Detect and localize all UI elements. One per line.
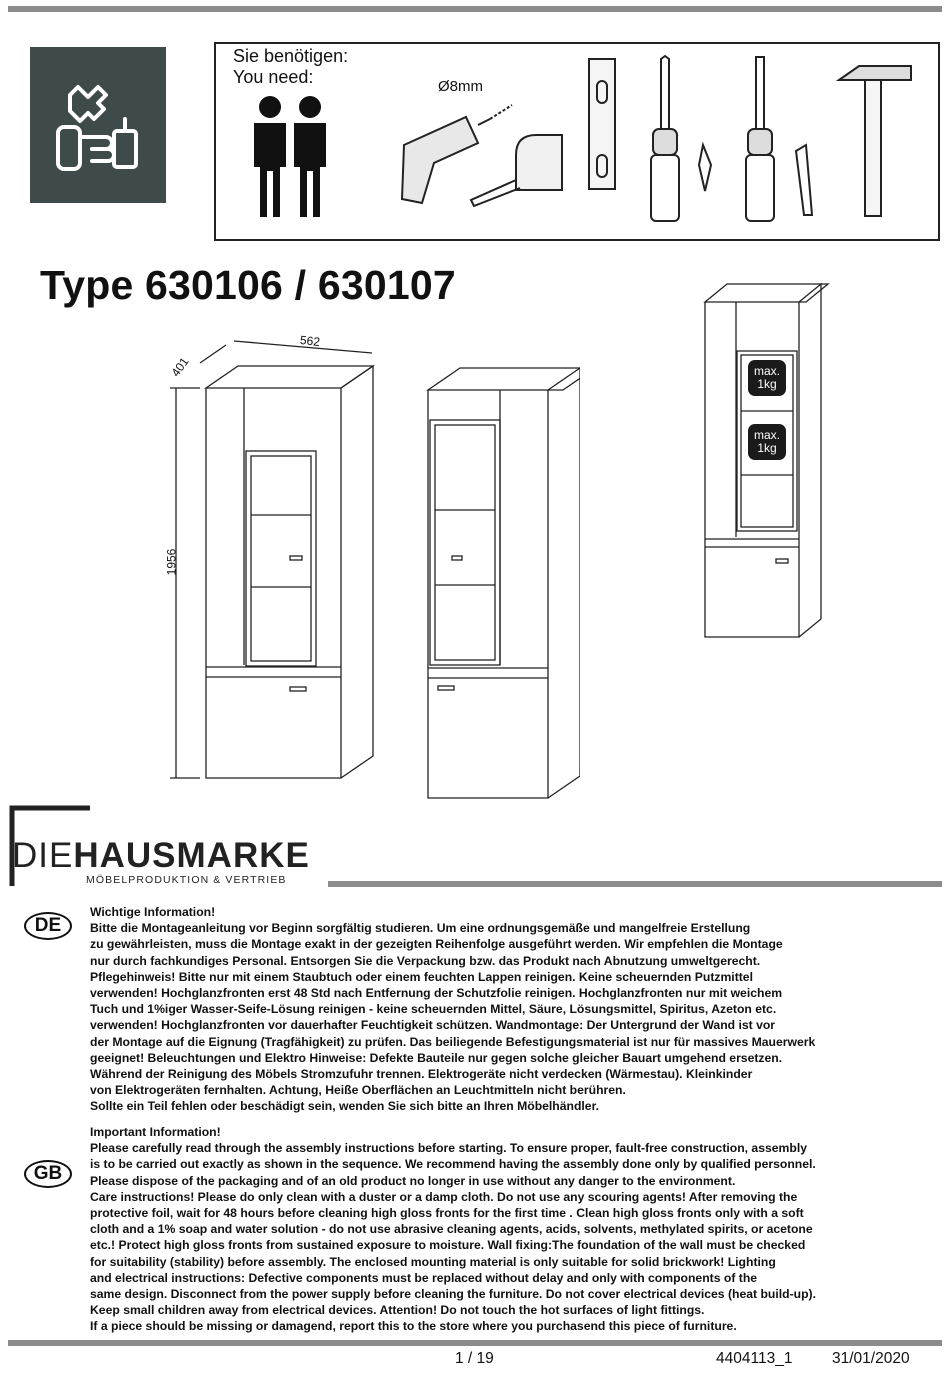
depth-dimension: 401 bbox=[168, 354, 192, 380]
drill-size-label: Ø8mm bbox=[438, 78, 483, 95]
width-dimension: 562 bbox=[299, 332, 321, 350]
phillips-screwdriver-icon bbox=[645, 55, 725, 225]
you-need-label: Sie benötigen: You need: bbox=[233, 46, 349, 87]
two-persons-icon bbox=[250, 95, 330, 220]
max-load-badge: max. 1kg bbox=[748, 360, 786, 396]
spirit-level-icon bbox=[585, 55, 625, 195]
document-id: 4404113_1 bbox=[716, 1350, 793, 1367]
language-badge-gb: GB bbox=[24, 1160, 72, 1188]
max-load-badge: max. 1kg bbox=[748, 424, 786, 460]
language-badge-de: DE bbox=[24, 912, 72, 940]
section-divider bbox=[328, 881, 942, 887]
important-info-gb: Important Information! Please carefully read through the assembly instructions before starting. To ensure proper, fault-free construction, assembly is to be carried out exactly as shown in the sequence. We recommend having the assembly done only by qualified personnel. Please dispose of the packaging and of an old product no longer in use without any danger to the environment. Care instructions! Please do only clean with a duster or a damp cloth. Do not use any scouring agents! After removing the protective foil, wait for 48 hours before cleaning high gloss fronts for the first time . Clean high gloss fronts only with a soft cloth and a 1% soap and water solution - do not use abrasive cleaning agents, acids, solvents, methylated spirits, or acetone etc.! Protect high gloss fronts from sustained exposure to moisture. Wall fixing:The foundation of the wall must be checked for suitability (stability) before assembly. The enclosed mounting material is only suitable for solid brickwork! Lighting and electrical instructions: Defective components must be replaced without delay and only with components of the same design. Disconnect from the power supply before cleaning the furniture. Do not cover electrical devices (heat build-up). Keep small children away from electrical devices. Attention! Do not touch the hot surfaces of light fittings. If a piece should be missing or damagend, report this to the store where you purchasend this piece of furniture. bbox=[90, 1125, 816, 1334]
tape-measure-icon bbox=[466, 125, 581, 210]
flat-screwdriver-icon bbox=[740, 55, 830, 225]
cabinet-load-drawing bbox=[700, 275, 830, 645]
assembly-tools-icon bbox=[30, 47, 166, 203]
top-divider bbox=[8, 6, 942, 12]
brand-logo: DIEHAUSMARKE bbox=[12, 836, 310, 875]
important-info-de: Wichtige Information! Bitte die Montageanleitung vor Beginn sorgfältig studieren. Um eine ordnungsgemäße und mangelfreie Erstellung zu gewährleisten, muss die Montage exakt in der gezeigten Reihenfolge ausgeführt werden. Wir empfehlen die Montage nur durch fachkundiges Personal. Entsorgen Sie die Verpackung bzw. das Produkt nach Abnutzung umweltgerecht. Pflegehinweis! Bitte nur mit einem Staubtuch oder einem feuchten Lappen reinigen. Keine scheuernden Putzmittel verwenden! Hochglanzfronten erst 48 Std nach Entfernung der Schutzfolie reinigen. Hochglanzfronten nur mit weichem Tuch und 1%iger Wasser-Seife-Lösung reinigen - keine scheuernden Mittel, Säure, Lösungsmittel, Spiritus, Azeton etc. verwenden! Hochglanzfronten vor dauerhafter Feuchtigkeit schützen. Wandmontage: Der Untergrund der Wand ist vor der Montage auf die Eignung (Tragfähigkeit) zu prüfen. Das beiliegende Befestigungsmaterial ist nur für massives Mauerwerk geeignet! Beleuchtungen und Elektro Hinweise: Defekte Bauteile nur gegen solche gleicher Bauart umgehend ersetzen. Während der Reinigung des Möbels Stromzufuhr trennen. Elektrogeräte nicht verdecken (Wärmestau). Kleinkinder von Elektrogeräten fernhalten. Achtung, Heiße Oberflächen an Leuchtmitteln nicht berühren. Sollte ein Teil fehlen oder beschädigt sein, wenden Sie sich bitte an Ihren Möbelhändler. bbox=[90, 905, 816, 1114]
bottom-divider bbox=[8, 1340, 942, 1346]
brand-tagline: MÖBELPRODUKTION & VERTRIEB bbox=[86, 874, 287, 886]
cabinet-dimensions-drawing bbox=[160, 325, 380, 795]
cabinet-variant-drawing bbox=[420, 360, 580, 800]
hammer-icon bbox=[835, 58, 920, 223]
page-title: Type 630106 / 630107 bbox=[40, 262, 456, 308]
height-dimension: 1956 bbox=[164, 548, 179, 576]
document-date: 31/01/2020 bbox=[832, 1350, 910, 1367]
page-number: 1 / 19 bbox=[455, 1350, 494, 1367]
